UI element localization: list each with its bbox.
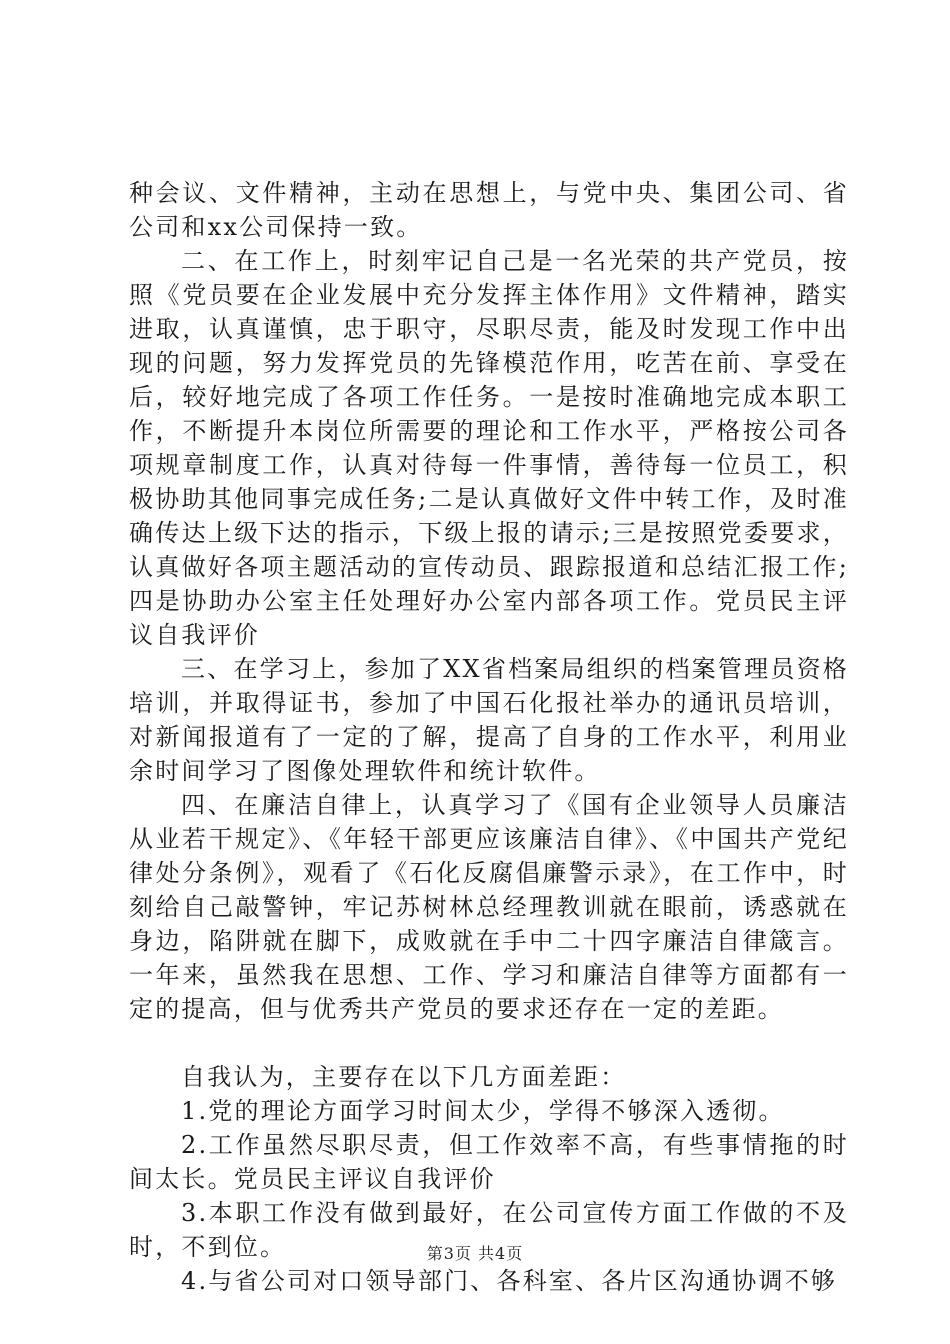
body-text (129, 176, 849, 1298)
list-item-3: 3.本职工作没有做到最好，在公司宣传方面工作做的不及时，不到位。 (129, 1199, 849, 1261)
page-footer: 第3页 共4页 (426, 1244, 524, 1263)
list-item-4: 4.与省公司对口领导部门、各科室、各片区沟通协调不够 (181, 1267, 838, 1295)
paragraph-integrity: 四、在廉洁自律上，认真学习了《国有企业领导人员廉洁从业若干规定》、《年轻干部更应该廉洁自律》、《中国共产党纪律处分条例》，观看了《石化反腐倡廉警示录》，在工作中，时刻给自己敲警钟，牢记苏树林总经理教训就在眼前，诱惑就在身边，陷阱就在脚下，成败就在手中二十四字廉洁自律箴言。一年来，虽然我在思想、工作、学习和廉洁自律等方面都有一定的提高，但与优秀共产党员的要求还存在一定的差距。 (129, 791, 849, 1023)
paragraph-self-assessment: 自我认为，主要存在以下几方面差距： (181, 1063, 627, 1091)
paragraph-study: 三、在学习上，参加了XX省档案局组织的档案管理员资格培训，并取得证书，参加了中国石化报社举办的通讯员培训，对新闻报道有了一定的了解，提高了自身的工作水平，利用业余时间学习了图像处理软件和统计软件。 (129, 655, 849, 785)
list-item-2: 2.工作虽然尽职尽责，但工作效率不高，有些事情拖的时间太长。党员民主评议自我评价 (129, 1131, 849, 1193)
list-item-1: 1.党的理论方面学习时间太少，学得不够深入透彻。 (181, 1097, 785, 1125)
paragraph-continuation: 种会议、文件精神，主动在思想上，与党中央、集团公司、省公司和xx公司保持一致。 (129, 179, 849, 241)
paragraph-work: 二、在工作上，时刻牢记自己是一名光荣的共产党员，按照《党员要在企业发展中充分发挥主体作用》文件精神，踏实进取，认真谨慎，忠于职守，尽职尽责，能及时发现工作中出现的问题，努力发挥党员的先锋模范作用，吃苦在前、享受在后，较好地完成了各项工作任务。一是按时准确地完成本职工作，不断提升本岗位所需要的理论和工作水平，严格按公司各项规章制度工作，认真对待每一件事情，善待每一位员工，积极协助其他同事完成任务;二是认真做好文件中转工作，及时准确传达上级下达的指示，下级上报的请示;三是按照党委要求，认真做好各项主题活动的宣传动员、跟踪报道和总结汇报工作;四是协助办公室主任处理好办公室内部各项工作。党员民主评议自我评价 (129, 247, 849, 649)
